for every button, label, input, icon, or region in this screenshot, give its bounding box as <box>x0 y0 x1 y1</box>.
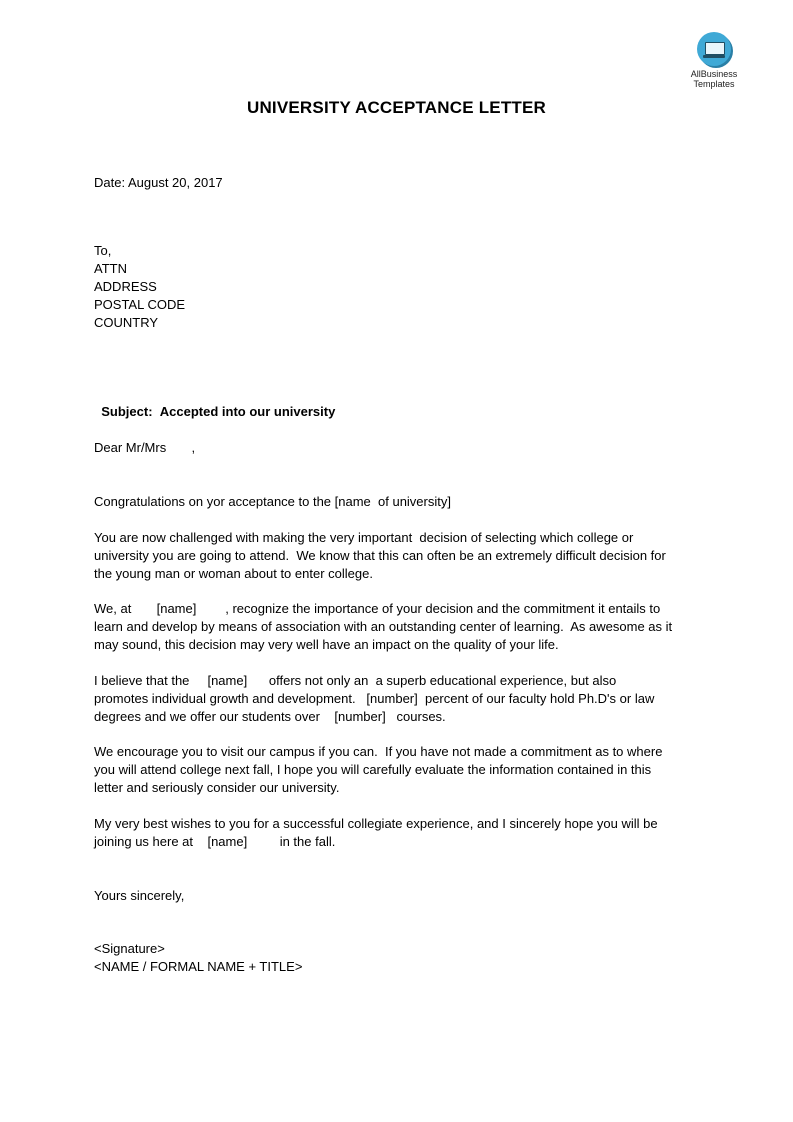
address-line: ADDRESS <box>94 279 157 294</box>
recipient-address <box>94 242 704 332</box>
paragraph-line: the young man or woman about to enter college. <box>94 566 373 581</box>
signature-block <box>94 940 704 976</box>
subject-value: Accepted into our university <box>159 404 336 419</box>
company-logo <box>684 32 744 89</box>
logo-line-1: AllBusiness <box>690 69 738 79</box>
body-paragraph <box>94 815 704 851</box>
paragraph-line: university you are going to attend. We know that this can often be an extremely difficult decision for <box>94 548 666 563</box>
body-paragraph <box>94 600 704 654</box>
signature-placeholder: <Signature> <box>94 941 165 956</box>
body-paragraph <box>94 529 704 583</box>
laptop-icon <box>697 32 731 66</box>
paragraph-line: learn and develop by means of association with an outstanding center of learning. As awesome as it <box>94 619 673 634</box>
paragraph-line: promotes individual growth and development. [number] percent of our faculty hold Ph.D's or law <box>94 691 655 706</box>
name-title-placeholder: <NAME / FORMAL NAME + TITLE> <box>94 959 303 974</box>
closing: Yours sincerely, <box>94 888 185 903</box>
paragraph-line: you will attend college next fall, I hope you will carefully evaluate the information contained in this <box>94 762 652 777</box>
logo-line-2: Templates <box>693 79 735 89</box>
paragraph-line: We encourage you to visit our campus if you can. If you have not made a commitment as to where <box>94 744 663 759</box>
date-line: Date: August 20, 2017 <box>94 175 223 190</box>
document-title: UNIVERSITY ACCEPTANCE LETTER <box>246 98 547 117</box>
paragraph-line: We, at [name] , recognize the importance of your decision and the commitment it entails to <box>94 601 661 616</box>
paragraph-line: I believe that the [name] offers not only an a superb educational experience, but also <box>94 673 617 688</box>
paragraph-line: My very best wishes to you for a successful collegiate experience, and I sincerely hope you will be <box>94 816 658 831</box>
address-line: To, <box>94 243 112 258</box>
address-line: COUNTRY <box>94 315 159 330</box>
paragraph-line: You are now challenged with making the very important decision of selecting which college or <box>94 530 634 545</box>
paragraph-line: degrees and we offer our students over [number] courses. <box>94 709 446 724</box>
address-line: ATTN <box>94 261 127 276</box>
paragraph-line: letter and seriously consider our university. <box>94 780 340 795</box>
subject-line <box>94 385 704 421</box>
salutation: Dear Mr/Mrs , <box>94 440 196 455</box>
body-paragraph <box>94 743 704 797</box>
intro-line: Congratulations on yor acceptance to the [name of university] <box>94 494 451 509</box>
subject-label: Subject: <box>101 404 153 419</box>
body-paragraph <box>94 672 704 726</box>
address-line: POSTAL CODE <box>94 297 186 312</box>
paragraph-line: may sound, this decision may very well have an impact on the quality of your life. <box>94 637 559 652</box>
paragraph-line: joining us here at [name] in the fall. <box>94 834 336 849</box>
logo-text <box>684 69 744 89</box>
